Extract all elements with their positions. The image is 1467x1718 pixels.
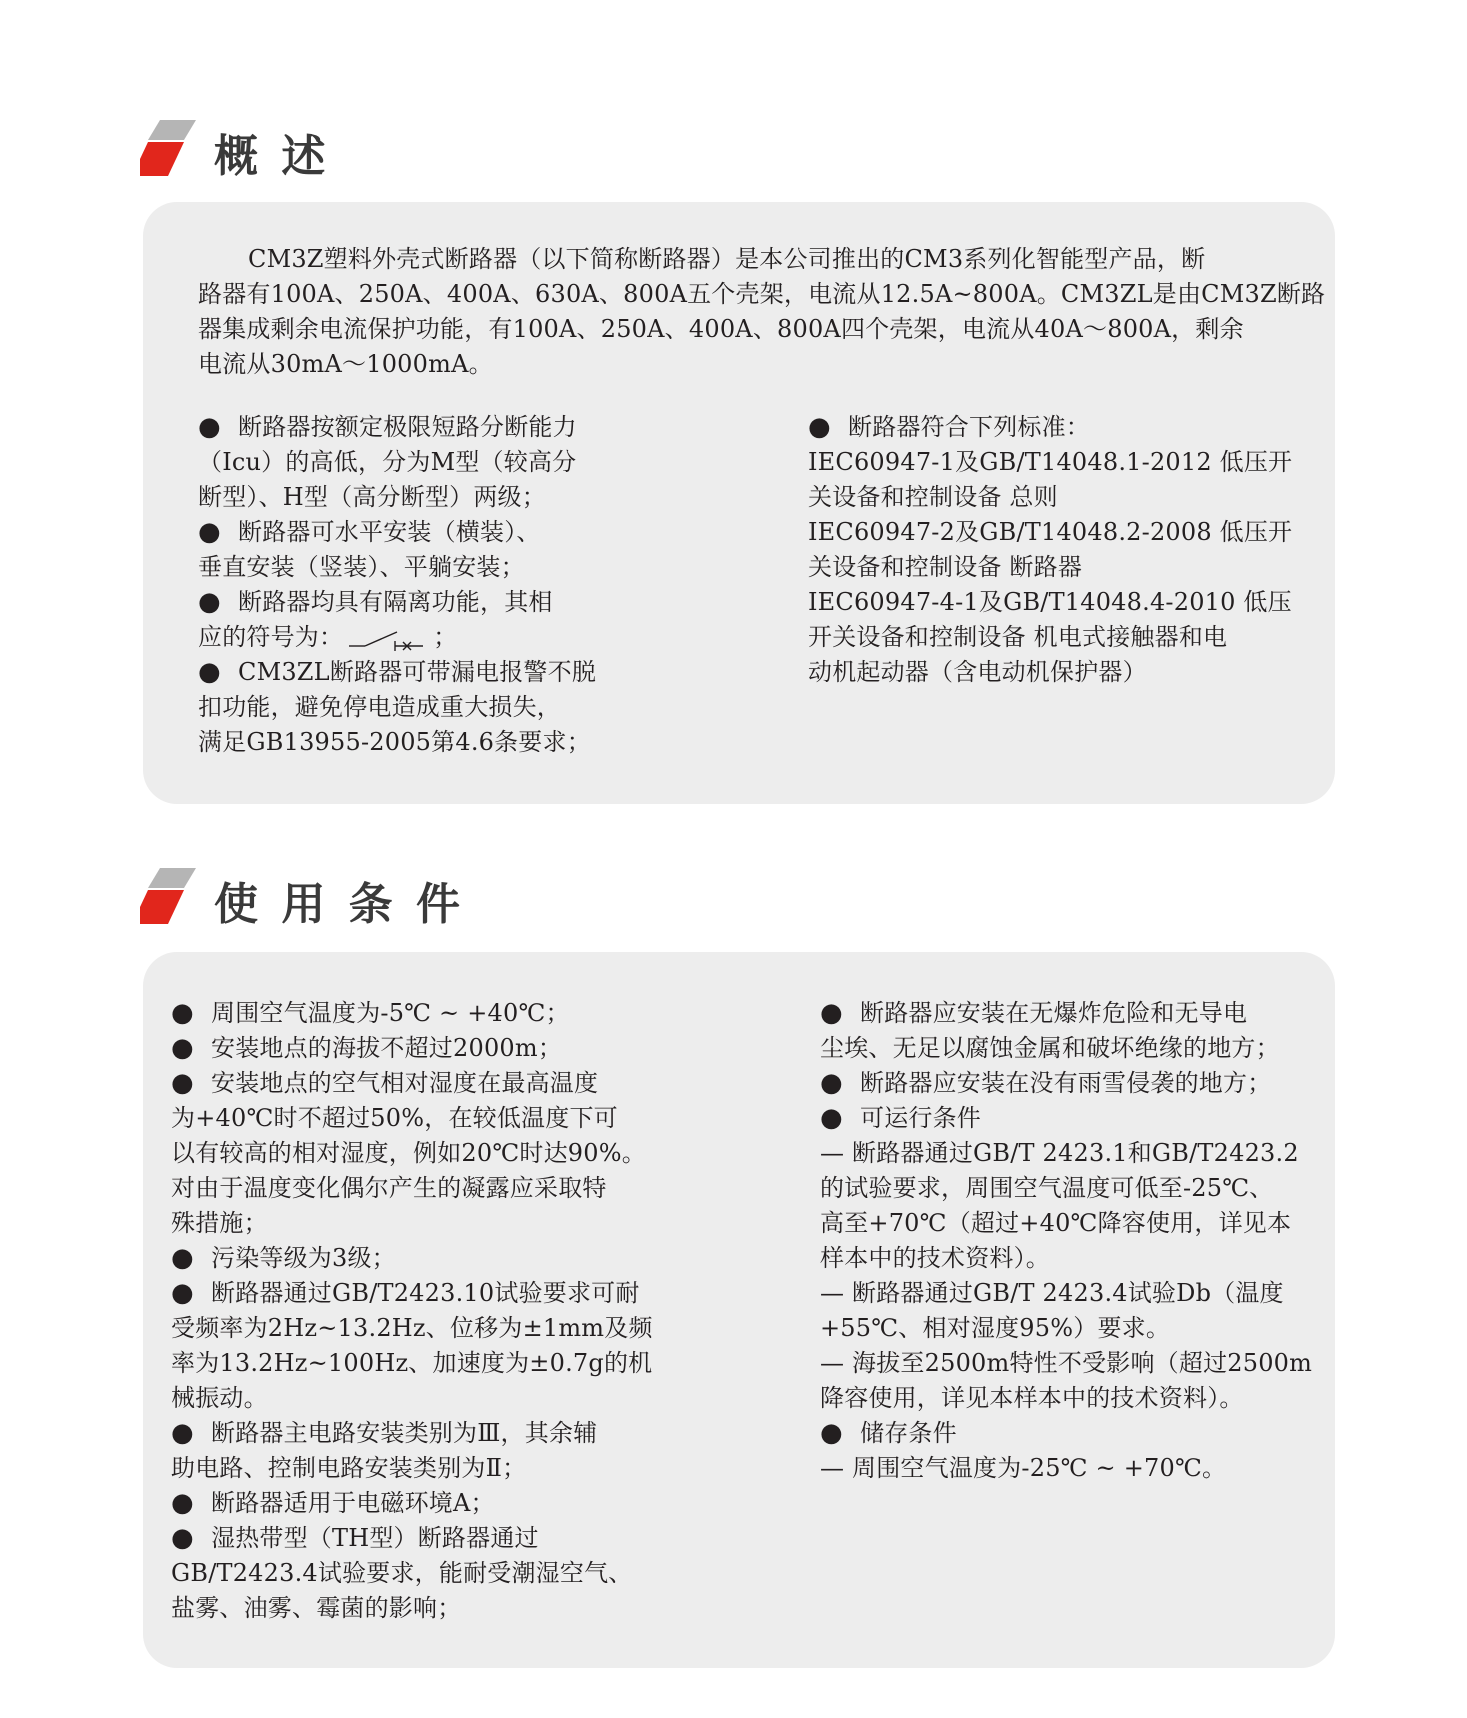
list-item: ● 湿热带型（TH型）断路器通过 — [171, 1521, 653, 1556]
dash-item-cont: 的试验要求，周围空气温度可低至-25℃、 — [820, 1174, 1274, 1202]
intro-line: 器集成剩余电流保护功能，有100A、250A、400A、800A四个壳架，电流从40A～800A，剩余 — [198, 315, 1244, 343]
bullet-icon: ● — [198, 412, 221, 442]
overview-right-column — [808, 410, 1292, 690]
bullet-icon: ● — [171, 1243, 194, 1273]
list-item-cont: 械振动。 — [171, 1384, 268, 1412]
bullet-icon: ● — [171, 998, 194, 1028]
list-item: ● 断路器均具有隔离功能，其相 — [198, 585, 596, 620]
standard-line: IEC60947-2及GB/T14048.2-2008 低压开 — [808, 518, 1293, 546]
list-item-cont: （Icu）的高低，分为M型（较高分 — [198, 448, 577, 476]
dash-item-cont: +55℃、相对湿度95%）要求。 — [820, 1314, 1171, 1342]
list-item-cont: 受频率为2Hz~13.2Hz、位移为±1mm及频 — [171, 1314, 653, 1342]
list-item: ● 周围空气温度为-5℃ ~ +40℃； — [171, 996, 653, 1031]
conditions-left-column — [171, 996, 653, 1626]
list-item: ● 可运行条件 — [820, 1101, 1312, 1136]
conditions-right-column — [820, 996, 1312, 1486]
list-item-cont: 殊措施； — [171, 1209, 268, 1237]
list-item: ● 断路器应安装在没有雨雪侵袭的地方； — [820, 1066, 1312, 1101]
standard-line: 关设备和控制设备 断路器 — [808, 553, 1083, 581]
bullet-icon: ● — [171, 1488, 194, 1518]
overview-intro — [198, 242, 1325, 382]
bullet-icon: ● — [198, 517, 221, 547]
list-item-cont: 助电路、控制电路安装类别为Ⅱ； — [171, 1454, 527, 1482]
list-item-cont: 对由于温度变化偶尔产生的凝露应采取特 — [171, 1174, 607, 1202]
standard-line: 动机起动器（含电动机保护器） — [808, 658, 1147, 686]
list-item-cont: 率为13.2Hz~100Hz、加速度为±0.7g的机 — [171, 1349, 653, 1377]
bullet-icon: ● — [171, 1418, 194, 1448]
bullet-icon: ● — [171, 1278, 194, 1308]
list-item: ● 断路器应安装在无爆炸危险和无导电 — [820, 996, 1312, 1031]
intro-line: CM3Z塑料外壳式断路器（以下简称断路器）是本公司推出的CM3系列化智能型产品，断 — [248, 245, 1206, 273]
list-item-cont: 盐雾、油雾、霉菌的影响； — [171, 1594, 462, 1622]
dash-item-cont: 样本中的技术资料）。 — [820, 1244, 1050, 1272]
overview-left-column — [198, 410, 596, 760]
brand-slash-logo-icon — [140, 866, 200, 926]
intro-line: 电流从30mA～1000mA。 — [198, 350, 493, 378]
bullet-icon: ● — [171, 1033, 194, 1063]
list-item: ● 断路器符合下列标准： — [808, 410, 1292, 445]
list-item: ● CM3ZL断路器可带漏电报警不脱 — [198, 655, 596, 690]
intro-line: 路器有100A、250A、400A、630A、800A五个壳架，电流从12.5A~800A。CM3ZL是由CM3Z断路 — [198, 280, 1326, 308]
list-item: ● 安装地点的空气相对湿度在最高温度 — [171, 1066, 653, 1101]
overview-content-box — [143, 202, 1335, 804]
list-item: ● 断路器适用于电磁环境A； — [171, 1486, 653, 1521]
dash-item: — 周围空气温度为-25℃ ~ +70℃。 — [820, 1454, 1227, 1482]
bullet-icon: ● — [171, 1068, 194, 1098]
dash-item-cont: 降容使用，详见本样本中的技术资料）。 — [820, 1384, 1244, 1412]
standard-line: IEC60947-4-1及GB/T14048.4-2010 低压 — [808, 588, 1292, 616]
list-item: ● 污染等级为3级； — [171, 1241, 653, 1276]
dash-item: — 海拔至2500m特性不受影响（超过2500m — [820, 1349, 1313, 1377]
isolation-switch-symbol-icon — [343, 624, 433, 654]
list-item: ● 断路器按额定极限短路分断能力 — [198, 410, 596, 445]
list-item: ● 断路器可水平安装（横装）、 — [198, 515, 596, 550]
bullet-icon: ● — [198, 657, 221, 687]
list-item-cont: 满足GB13955-2005第4.6条要求； — [198, 728, 591, 756]
standard-line: IEC60947-1及GB/T14048.1-2012 低压开 — [808, 448, 1293, 476]
bullet-icon: ● — [820, 1418, 843, 1448]
dash-item: — 断路器通过GB/T 2423.1和GB/T2423.2 — [820, 1139, 1299, 1167]
section-title: 概 述 — [214, 131, 330, 182]
list-item-cont: GB/T2423.4试验要求，能耐受潮湿空气、 — [171, 1559, 633, 1587]
standard-line: 开关设备和控制设备 机电式接触器和电 — [808, 623, 1228, 651]
list-item: ● 安装地点的海拔不超过2000m； — [171, 1031, 653, 1066]
brand-slash-logo-icon — [140, 118, 200, 178]
list-item-cont: 断型）、H型（高分断型）两级； — [198, 483, 546, 511]
list-item-cont: 为+40℃时不超过50%，在较低温度下可 — [171, 1104, 618, 1132]
list-item-cont: 垂直安装（竖装）、平躺安装； — [198, 553, 525, 581]
section-title: 使 用 条 件 — [214, 879, 464, 930]
bullet-icon: ● — [171, 1523, 194, 1553]
list-item-cont: 以有较高的相对湿度，例如20℃时达90%。 — [171, 1139, 646, 1167]
list-item-cont: 尘埃、无足以腐蚀金属和破坏绝缘的地方； — [820, 1034, 1280, 1062]
bullet-icon: ● — [820, 998, 843, 1028]
dash-item-cont: 高至+70℃（超过+40℃降容使用，详见本 — [820, 1209, 1292, 1237]
conditions-content-box — [143, 952, 1335, 1668]
list-item: ● 断路器主电路安装类别为Ⅲ，其余辅 — [171, 1416, 653, 1451]
list-item-cont: 应的符号为： ； — [198, 620, 596, 655]
list-item-cont: 扣功能，避免停电造成重大损失， — [198, 693, 561, 721]
list-item: ● 断路器通过GB/T2423.10试验要求可耐 — [171, 1276, 653, 1311]
dash-item: — 断路器通过GB/T 2423.4试验Db（温度 — [820, 1279, 1284, 1307]
list-item: ● 储存条件 — [820, 1416, 1312, 1451]
bullet-icon: ● — [808, 412, 831, 442]
standard-line: 关设备和控制设备 总则 — [808, 483, 1058, 511]
bullet-icon: ● — [820, 1103, 843, 1133]
bullet-icon: ● — [198, 587, 221, 617]
bullet-icon: ● — [820, 1068, 843, 1098]
